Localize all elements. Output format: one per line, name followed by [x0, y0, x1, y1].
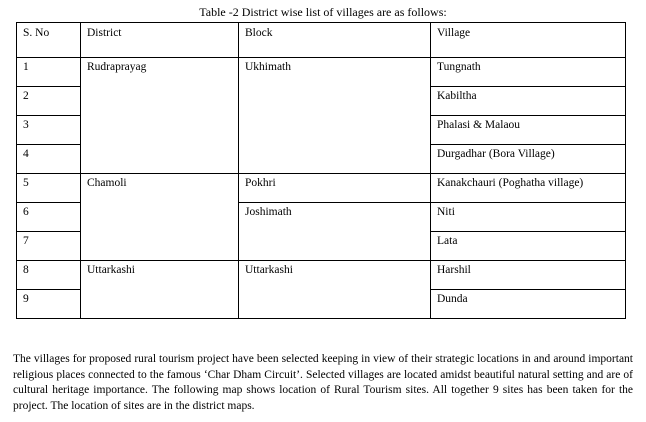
body-paragraph: The villages for proposed rural tourism project have been selected keeping in view of their strategic locations in and around important religious places connected to the famous ‘Char Dham Circuit’. Selected villages are located amidst beautiful natural setting and are of cultural heritage importance. The following map shows location of Rural Tourism sites. All together 9 sites has been taken for the project. The location of sites are in the district maps. [13, 353, 633, 412]
cell-village: Niti [431, 203, 626, 232]
cell-block: Joshimath [239, 203, 431, 261]
cell-sno: 4 [17, 145, 81, 174]
table-row [17, 58, 626, 87]
cell-village: Tungnath [431, 58, 626, 87]
cell-district: Chamoli [81, 174, 239, 261]
cell-block: Pokhri [239, 174, 431, 203]
cell-sno: 5 [17, 174, 81, 203]
cell-sno: 7 [17, 232, 81, 261]
cell-block: Uttarkashi [239, 261, 431, 319]
cell-village: Kanakchauri (Poghatha village) [431, 174, 626, 203]
cell-sno: 2 [17, 87, 81, 116]
cell-village: Harshil [431, 261, 626, 290]
cell-sno: 1 [17, 58, 81, 87]
cell-village: Kabiltha [431, 87, 626, 116]
header-village: Village [431, 23, 626, 58]
table-row [17, 261, 626, 290]
header-district: District [81, 23, 239, 58]
cell-village: Dunda [431, 290, 626, 319]
table-row [17, 174, 626, 203]
cell-village: Durgadhar (Bora Village) [431, 145, 626, 174]
cell-district: Uttarkashi [81, 261, 239, 319]
cell-sno: 6 [17, 203, 81, 232]
cell-sno: 9 [17, 290, 81, 319]
table-header-row [17, 23, 626, 58]
header-sno: S. No [17, 23, 81, 58]
villages-table [16, 22, 626, 319]
cell-village: Phalasi & Malaou [431, 116, 626, 145]
header-block: Block [239, 23, 431, 58]
cell-village: Lata [431, 232, 626, 261]
cell-district: Rudraprayag [81, 58, 239, 174]
cell-block: Ukhimath [239, 58, 431, 174]
table-caption: Table -2 District wise list of villages are as follows: [199, 5, 447, 19]
cell-sno: 8 [17, 261, 81, 290]
cell-sno: 3 [17, 116, 81, 145]
